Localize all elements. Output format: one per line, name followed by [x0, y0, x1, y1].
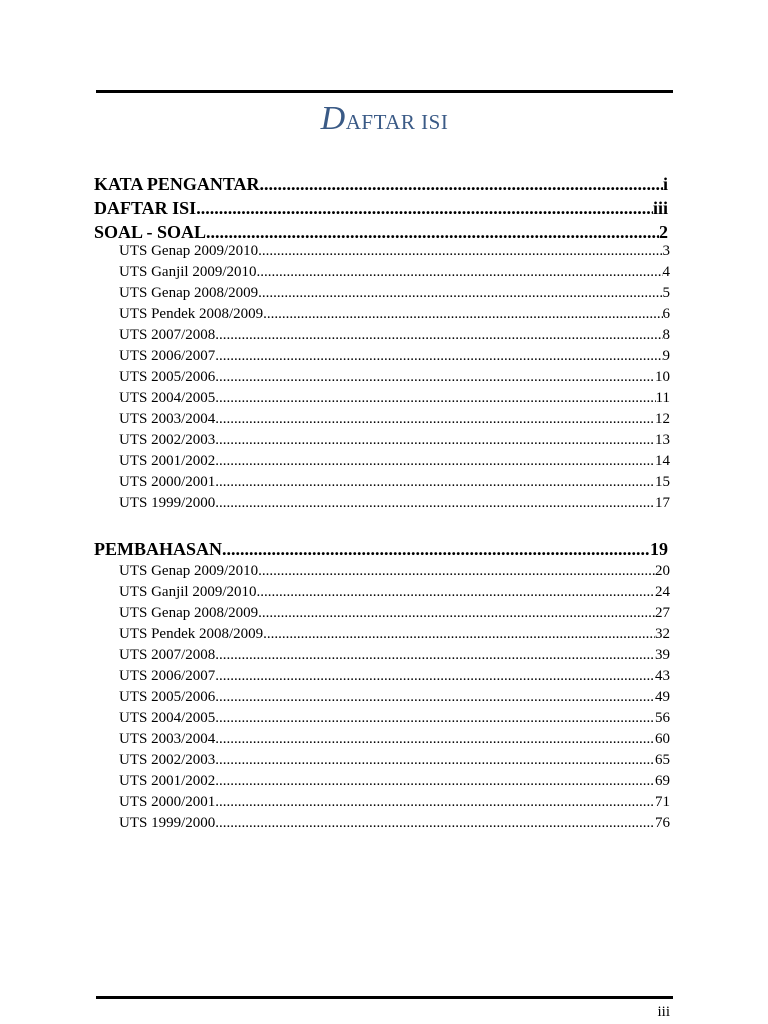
toc-subentry-label: UTS 2001/2002 — [119, 453, 216, 469]
toc-subentry-label: UTS 2005/2006 — [119, 369, 216, 385]
toc-subentry-page: 8 — [662, 327, 670, 343]
dot-leader — [215, 409, 655, 430]
toc-subentry-label: UTS 2004/2005 — [119, 710, 216, 726]
dot-leader — [215, 388, 655, 409]
dot-leader — [263, 304, 662, 325]
toc-entry-page: 2 — [659, 222, 668, 242]
toc-subentry-page: 4 — [662, 264, 670, 280]
toc-subentry[interactable] — [119, 603, 670, 624]
toc-subentry[interactable] — [119, 409, 670, 430]
toc-subentry-label: UTS 2007/2008 — [119, 647, 216, 663]
toc-subentry-page: 56 — [655, 710, 670, 726]
dot-leader — [215, 430, 655, 451]
toc-entry-page: iii — [652, 198, 668, 218]
dot-leader — [215, 708, 655, 729]
dot-leader — [257, 262, 663, 283]
toc-subentry[interactable] — [119, 388, 670, 409]
toc-subentry-label: UTS Genap 2009/2010 — [119, 563, 259, 579]
toc-subentry[interactable] — [119, 262, 670, 283]
toc-entry-kata-pengantar[interactable] — [94, 173, 668, 196]
toc-subentry[interactable] — [119, 241, 670, 262]
toc-subentry[interactable] — [119, 666, 670, 687]
dot-leader — [258, 283, 662, 304]
toc-subentry-label: UTS Pendek 2008/2009 — [119, 626, 264, 642]
header-rule — [96, 90, 673, 93]
toc-subentry-page: 32 — [655, 626, 670, 642]
dot-leader — [260, 173, 663, 196]
toc-subentry[interactable] — [119, 451, 670, 472]
dot-leader — [215, 687, 655, 708]
toc-subentry-page: 65 — [655, 752, 670, 768]
toc-subentry-label: UTS Genap 2008/2009 — [119, 605, 259, 621]
toc-subentry[interactable] — [119, 582, 670, 603]
title-initial: D — [320, 100, 346, 137]
toc-subentry-page: 10 — [655, 369, 670, 385]
toc-subentry-label: UTS 2000/2001 — [119, 794, 216, 810]
toc-subentry[interactable] — [119, 645, 670, 666]
toc-entry-daftar-isi[interactable] — [94, 197, 668, 220]
toc-entry-label: SOAL - SOAL — [94, 222, 207, 242]
toc-subentry-label: UTS 2006/2007 — [119, 348, 216, 364]
toc-subentry[interactable] — [119, 472, 670, 493]
dot-leader — [215, 645, 655, 666]
toc-subentry-page: 60 — [655, 731, 670, 747]
toc-subentry-page: 20 — [655, 563, 670, 579]
toc-subentry-page: 17 — [655, 495, 670, 511]
toc-subentry[interactable] — [119, 493, 670, 514]
toc-subentry-label: UTS 2005/2006 — [119, 689, 216, 705]
toc-subentry[interactable] — [119, 283, 670, 304]
toc-subentry-label: UTS Genap 2009/2010 — [119, 243, 259, 259]
toc-subentry[interactable] — [119, 708, 670, 729]
dot-leader — [215, 813, 655, 834]
toc-subentry-label: UTS Pendek 2008/2009 — [119, 306, 264, 322]
toc-subentry-page: 11 — [655, 390, 670, 406]
dot-leader — [257, 582, 656, 603]
dot-leader — [215, 493, 655, 514]
dot-leader — [258, 603, 655, 624]
dot-leader — [215, 771, 655, 792]
toc-subentry-label: UTS 2004/2005 — [119, 390, 216, 406]
toc-subentry-page: 43 — [655, 668, 670, 684]
toc-subentry-page: 6 — [662, 306, 670, 322]
toc-subentry-page: 39 — [655, 647, 670, 663]
dot-leader — [263, 624, 655, 645]
toc-subentry[interactable] — [119, 304, 670, 325]
toc-entry-label: PEMBAHASAN — [94, 539, 223, 559]
toc-entry-label: KATA PENGANTAR — [94, 174, 260, 194]
dot-leader — [222, 538, 650, 561]
dot-leader — [258, 241, 662, 262]
toc-subentry-label: UTS 2002/2003 — [119, 432, 216, 448]
dot-leader — [215, 325, 662, 346]
toc-subentry[interactable] — [119, 346, 670, 367]
toc-subentry-page: 12 — [655, 411, 670, 427]
toc-subentry[interactable] — [119, 325, 670, 346]
toc-subentry-page: 24 — [655, 584, 670, 600]
dot-leader — [215, 666, 655, 687]
title-rest: AFTAR ISI — [345, 110, 449, 134]
toc-subentry-page: 69 — [655, 773, 670, 789]
toc-entry-page: i — [662, 174, 668, 194]
toc-subentry-label: UTS Ganjil 2009/2010 — [119, 584, 257, 600]
toc-subentry-page: 49 — [655, 689, 670, 705]
dot-leader — [215, 792, 655, 813]
toc-subentry-label: UTS 2000/2001 — [119, 474, 216, 490]
footer-rule — [96, 996, 673, 999]
dot-leader — [215, 750, 655, 771]
toc-subentry[interactable] — [119, 430, 670, 451]
toc-subentry[interactable] — [119, 624, 670, 645]
toc-subentry-page: 27 — [655, 605, 670, 621]
page-title — [96, 100, 673, 141]
toc-subentry-label: UTS 2007/2008 — [119, 327, 216, 343]
toc-subentry[interactable] — [119, 750, 670, 771]
dot-leader — [215, 729, 655, 750]
toc-subentry[interactable] — [119, 687, 670, 708]
dot-leader — [196, 197, 653, 220]
toc-subentry-label: UTS 2003/2004 — [119, 731, 216, 747]
toc-subentry-page: 76 — [655, 815, 670, 831]
toc-subentry-page: 9 — [662, 348, 670, 364]
toc-subentry-label: UTS 2002/2003 — [119, 752, 216, 768]
toc-subentry[interactable] — [119, 367, 670, 388]
toc-entry-page: 19 — [650, 539, 668, 559]
toc-subentry-page: 14 — [655, 453, 670, 469]
toc-subentry[interactable] — [119, 792, 670, 813]
dot-leader — [215, 472, 655, 493]
dot-leader — [215, 451, 655, 472]
toc-subentry-page: 71 — [655, 794, 670, 810]
toc-subentry-page: 15 — [655, 474, 670, 490]
toc-subentry-page: 5 — [662, 285, 670, 301]
toc-subentry[interactable] — [119, 813, 670, 834]
toc-subentry[interactable] — [119, 729, 670, 750]
toc-subentry-label: UTS 2006/2007 — [119, 668, 216, 684]
toc-subentry-page: 13 — [655, 432, 670, 448]
dot-leader — [215, 367, 655, 388]
toc-subentry-label: UTS 1999/2000 — [119, 495, 216, 511]
footer-page-number: iii — [657, 1004, 670, 1020]
toc-subentry-label: UTS Ganjil 2009/2010 — [119, 264, 257, 280]
toc-subentry[interactable] — [119, 561, 670, 582]
toc-subentry-label: UTS 1999/2000 — [119, 815, 216, 831]
toc-subentry-label: UTS 2003/2004 — [119, 411, 216, 427]
toc-subentry-label: UTS Genap 2008/2009 — [119, 285, 259, 301]
toc-entry-label: DAFTAR ISI — [94, 198, 197, 218]
dot-leader — [258, 561, 655, 582]
toc-entry-pembahasan[interactable] — [94, 538, 668, 561]
dot-leader — [215, 346, 662, 367]
toc-subentry-label: UTS 2001/2002 — [119, 773, 216, 789]
toc-subentry[interactable] — [119, 771, 670, 792]
toc-subentry-page: 3 — [662, 243, 670, 259]
